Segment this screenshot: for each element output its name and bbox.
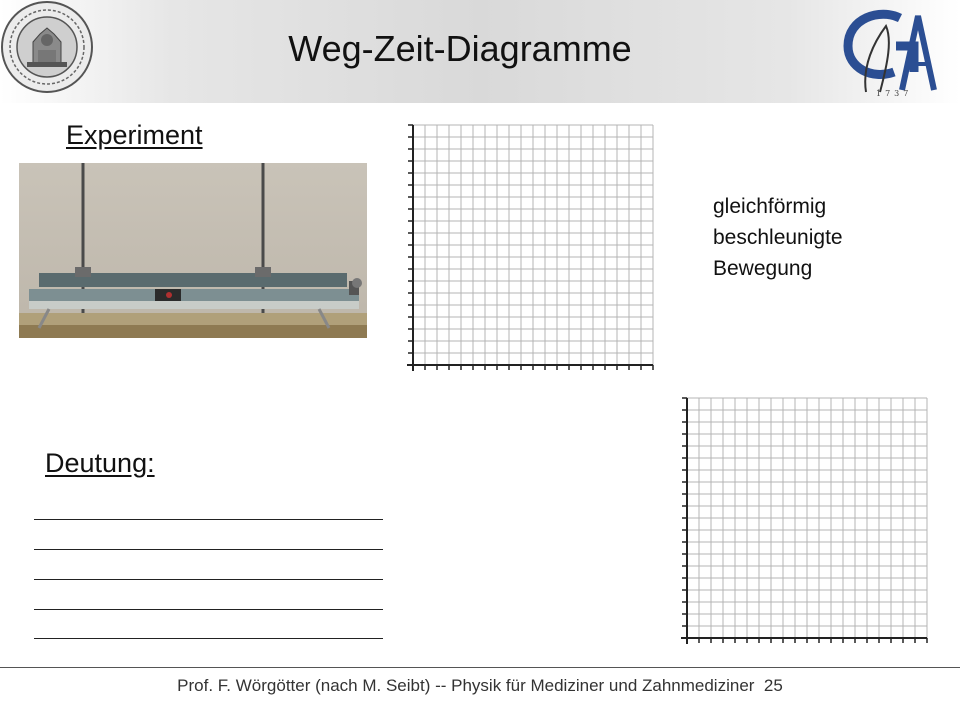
answer-line-2[interactable] bbox=[34, 549, 383, 550]
motion-type-label bbox=[713, 191, 843, 284]
answer-line-5[interactable] bbox=[34, 638, 383, 639]
page-number: 25 bbox=[763, 676, 783, 695]
motion-line-3: Bewegung bbox=[713, 257, 813, 280]
empty-graph-grid-bottom bbox=[679, 394, 931, 658]
answer-line-3[interactable] bbox=[34, 579, 383, 580]
answer-line-4[interactable] bbox=[34, 609, 383, 610]
footer-rule bbox=[0, 667, 960, 668]
footer-author: Prof. F. Wörgötter (nach M. Seibt) -- Physik für Mediziner und Zahnmediziner bbox=[177, 676, 755, 695]
slide-title: Weg-Zeit-Diagramme bbox=[288, 28, 632, 69]
motion-line-1: gleichförmig bbox=[713, 195, 827, 218]
answer-line-1[interactable] bbox=[34, 519, 383, 520]
logo-year: 1737 bbox=[876, 89, 913, 98]
motion-line-2: beschleunigte bbox=[713, 226, 843, 249]
footer bbox=[0, 676, 960, 696]
experiment-heading: Experiment bbox=[66, 120, 203, 150]
monogram-logo bbox=[840, 6, 940, 98]
air-track-apparatus-photo bbox=[19, 163, 367, 338]
empty-graph-grid-top bbox=[405, 121, 657, 385]
interpretation-heading: Deutung: bbox=[45, 448, 155, 478]
